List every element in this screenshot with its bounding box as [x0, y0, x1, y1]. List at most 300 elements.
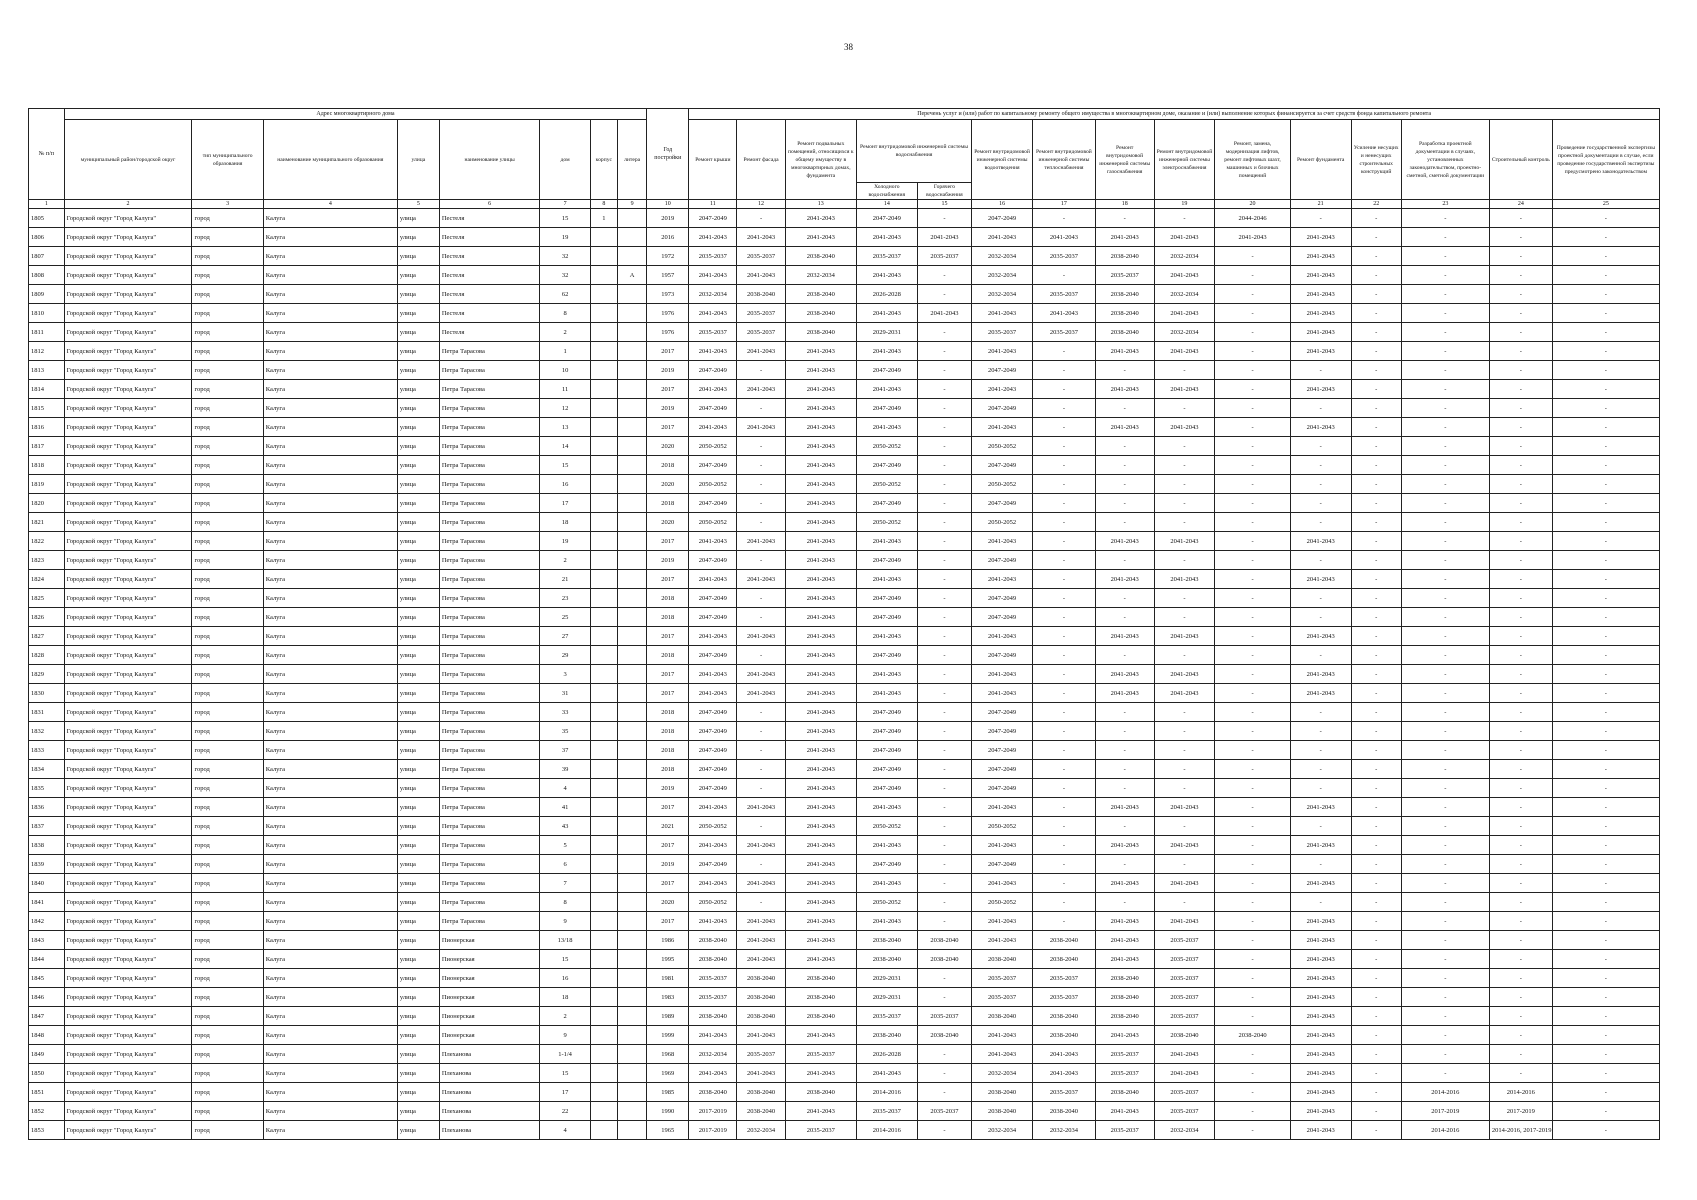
table-cell: 2050-2052	[689, 817, 737, 836]
table-cell: 2	[540, 323, 590, 342]
table-cell: 2041-2043	[737, 665, 785, 684]
table-cell: 2041-2043	[785, 741, 856, 760]
table-cell	[590, 1064, 617, 1083]
table-cell: 2035-2037	[689, 969, 737, 988]
table-cell: 2035-2037	[917, 1007, 971, 1026]
table-cell: 2041-2043	[737, 570, 785, 589]
table-cell: -	[1290, 437, 1351, 456]
table-cell: 2047-2049	[856, 760, 917, 779]
table-cell: 2041-2043	[972, 1026, 1033, 1045]
table-cell: 2035-2037	[689, 323, 737, 342]
table-cell: Калуга	[263, 779, 397, 798]
table-row	[29, 285, 1660, 304]
table-cell: -	[1401, 798, 1489, 817]
table-cell: 2047-2049	[856, 399, 917, 418]
col-mo-name: наименование муниципального образования	[263, 120, 397, 200]
col-hot-water: Горячего водоснабжения	[917, 183, 971, 200]
table-cell: Городской округ "Город Калуга"	[64, 456, 192, 475]
table-cell: -	[1095, 361, 1154, 380]
table-cell: 2041-2043	[1154, 304, 1215, 323]
table-cell: город	[192, 703, 263, 722]
table-cell: 2038-2040	[785, 285, 856, 304]
table-cell: -	[917, 475, 971, 494]
table-cell: Петра Тарасова	[439, 646, 540, 665]
table-cell: 2029-2031	[856, 969, 917, 988]
table-cell: -	[1489, 703, 1552, 722]
table-cell: -	[1032, 798, 1095, 817]
table-cell: -	[1095, 456, 1154, 475]
table-cell: -	[1401, 342, 1489, 361]
table-cell: -	[1489, 1026, 1552, 1045]
table-cell: -	[1095, 703, 1154, 722]
table-cell: 2041-2043	[1290, 247, 1351, 266]
table-cell	[617, 950, 646, 969]
table-cell: улица	[397, 817, 439, 836]
table-cell: 2047-2049	[689, 589, 737, 608]
table-cell: Плеханова	[439, 1102, 540, 1121]
table-cell	[590, 532, 617, 551]
table-cell: 2018	[647, 589, 689, 608]
table-cell: 2018	[647, 608, 689, 627]
table-cell: 2041-2043	[689, 266, 737, 285]
table-cell: 1976	[647, 304, 689, 323]
table-cell	[590, 456, 617, 475]
table-cell: -	[737, 456, 785, 475]
table-cell: -	[1154, 893, 1215, 912]
table-cell: -	[1401, 950, 1489, 969]
table-cell: 2041-2043	[1095, 627, 1154, 646]
table-cell: Калуга	[263, 475, 397, 494]
table-cell: 2041-2043	[785, 836, 856, 855]
table-cell	[617, 418, 646, 437]
table-cell: улица	[397, 912, 439, 931]
table-cell: -	[1215, 798, 1290, 817]
table-cell: 2038-2040	[1154, 1026, 1215, 1045]
table-cell	[590, 665, 617, 684]
table-cell: Городской округ "Город Калуга"	[64, 513, 192, 532]
table-cell: 31	[540, 684, 590, 703]
table-cell: -	[737, 722, 785, 741]
table-cell: -	[1489, 342, 1552, 361]
table-cell: 2019	[647, 779, 689, 798]
table-cell: 2041-2043	[785, 361, 856, 380]
table-cell: -	[1489, 836, 1552, 855]
table-row	[29, 266, 1660, 285]
table-cell: -	[1095, 722, 1154, 741]
table-cell: 2041-2043	[972, 1045, 1033, 1064]
table-cell: 9	[540, 912, 590, 931]
table-row	[29, 817, 1660, 836]
table-cell: 43	[540, 817, 590, 836]
table-cell: улица	[397, 684, 439, 703]
table-cell: -	[1154, 494, 1215, 513]
table-cell: улица	[397, 323, 439, 342]
table-cell: 2032-2034	[972, 266, 1033, 285]
table-cell: -	[1552, 741, 1659, 760]
table-cell: город	[192, 399, 263, 418]
table-cell: -	[1351, 304, 1401, 323]
column-number: 9	[617, 200, 646, 209]
table-row	[29, 342, 1660, 361]
table-cell: Городской округ "Город Калуга"	[64, 893, 192, 912]
table-cell: 15	[540, 950, 590, 969]
table-row	[29, 1045, 1660, 1064]
table-cell	[617, 1045, 646, 1064]
table-cell: 2041-2043	[689, 874, 737, 893]
table-cell: 2041-2043	[1290, 798, 1351, 817]
table-cell: -	[1489, 247, 1552, 266]
table-cell: Калуга	[263, 893, 397, 912]
table-cell: 7	[540, 874, 590, 893]
table-cell: -	[1489, 551, 1552, 570]
table-cell: город	[192, 1121, 263, 1140]
table-cell: 2041-2043	[737, 798, 785, 817]
table-cell: город	[192, 817, 263, 836]
table-cell: город	[192, 1102, 263, 1121]
table-row	[29, 1026, 1660, 1045]
table-cell: -	[1351, 532, 1401, 551]
table-cell: 15	[540, 209, 590, 228]
table-cell: 2017	[647, 874, 689, 893]
column-number: 17	[1032, 200, 1095, 209]
table-cell: 2050-2052	[972, 513, 1033, 532]
table-cell: Городской округ "Город Калуга"	[64, 228, 192, 247]
table-cell: Калуга	[263, 589, 397, 608]
table-cell: -	[1401, 931, 1489, 950]
table-cell: 1831	[29, 703, 65, 722]
table-cell: 2035-2037	[1032, 247, 1095, 266]
table-cell: -	[1489, 304, 1552, 323]
table-cell: 2035-2037	[1154, 950, 1215, 969]
table-cell: Калуга	[263, 912, 397, 931]
table-cell: -	[1154, 513, 1215, 532]
table-cell: -	[1552, 988, 1659, 1007]
table-cell: -	[1095, 779, 1154, 798]
table-cell: Калуга	[263, 836, 397, 855]
table-cell: -	[1489, 361, 1552, 380]
table-cell: 2041-2043	[1154, 1045, 1215, 1064]
table-cell: 2041-2043	[1095, 950, 1154, 969]
table-cell: -	[1552, 760, 1659, 779]
table-cell: -	[1552, 608, 1659, 627]
table-cell: -	[1032, 855, 1095, 874]
table-cell: улица	[397, 551, 439, 570]
table-row	[29, 513, 1660, 532]
table-cell: Калуга	[263, 703, 397, 722]
table-cell: Пионерская	[439, 931, 540, 950]
table-cell	[617, 741, 646, 760]
col-elevator: Ремонт, замена, модернизация лифтов, ремонт лифтовых шахт, машинных и блочных помещений	[1215, 120, 1290, 200]
table-cell: -	[1215, 1102, 1290, 1121]
table-cell: Калуга	[263, 855, 397, 874]
table-row	[29, 665, 1660, 684]
table-row	[29, 836, 1660, 855]
table-cell: 8	[540, 304, 590, 323]
table-cell: Городской округ "Город Калуга"	[64, 589, 192, 608]
table-cell: 2041-2043	[785, 418, 856, 437]
table-cell: 2041-2043	[972, 570, 1033, 589]
table-cell: Городской округ "Город Калуга"	[64, 817, 192, 836]
table-cell: -	[1215, 931, 1290, 950]
table-cell: Петра Тарасова	[439, 874, 540, 893]
table-cell: -	[737, 475, 785, 494]
table-cell: Городской округ "Город Калуга"	[64, 209, 192, 228]
table-cell	[590, 1083, 617, 1102]
table-cell: -	[1351, 1121, 1401, 1140]
table-cell: 2047-2049	[856, 361, 917, 380]
table-cell: Калуга	[263, 418, 397, 437]
table-cell	[617, 285, 646, 304]
table-cell: 1845	[29, 969, 65, 988]
table-cell: 2017	[647, 684, 689, 703]
table-cell: 2041-2043	[1154, 418, 1215, 437]
table-cell	[617, 665, 646, 684]
table-cell: Калуга	[263, 285, 397, 304]
table-cell: -	[1401, 741, 1489, 760]
table-cell: 2041-2043	[1095, 570, 1154, 589]
table-cell: -	[1401, 1026, 1489, 1045]
table-cell: -	[1154, 760, 1215, 779]
table-cell: 2041-2043	[785, 228, 856, 247]
column-number: 20	[1215, 200, 1290, 209]
col-design: Разработка проектной документации в случаях, установленных законодательством, проектно-сметной, сметной документации	[1401, 120, 1489, 200]
table-cell: -	[1032, 456, 1095, 475]
table-cell: 2047-2049	[856, 209, 917, 228]
table-cell	[590, 1121, 617, 1140]
table-cell: Калуга	[263, 988, 397, 1007]
table-cell: Плеханова	[439, 1083, 540, 1102]
table-cell	[617, 1121, 646, 1140]
table-cell: 2041-2043	[737, 342, 785, 361]
table-cell: -	[1351, 323, 1401, 342]
column-number: 4	[263, 200, 397, 209]
table-cell	[617, 456, 646, 475]
table-cell: -	[1351, 988, 1401, 1007]
table-cell: 2041-2043	[785, 513, 856, 532]
table-cell: 2041-2043	[689, 1026, 737, 1045]
table-cell: 1833	[29, 741, 65, 760]
table-cell: 2041-2043	[785, 399, 856, 418]
table-cell: -	[1215, 874, 1290, 893]
table-cell: 2038-2040	[785, 247, 856, 266]
table-cell: Городской округ "Город Калуга"	[64, 798, 192, 817]
table-cell	[617, 646, 646, 665]
table-cell: 2035-2037	[1154, 988, 1215, 1007]
col-expertise: Проведение государственной экспертизы проектной документации в случае, если проведение государственной экспертизы предусмотрено законодательством	[1552, 120, 1659, 200]
col-num: № п/п	[29, 109, 65, 200]
table-cell: -	[1032, 209, 1095, 228]
table-cell: 1832	[29, 722, 65, 741]
table-cell: 2041-2043	[972, 798, 1033, 817]
table-cell: Калуга	[263, 817, 397, 836]
table-cell: Пестеля	[439, 247, 540, 266]
table-cell: 35	[540, 722, 590, 741]
table-cell: 2041-2043	[1154, 627, 1215, 646]
table-cell: 2017	[647, 665, 689, 684]
table-cell: -	[1401, 665, 1489, 684]
table-cell: 2041-2043	[1290, 380, 1351, 399]
table-cell: Калуга	[263, 570, 397, 589]
table-cell: -	[1215, 684, 1290, 703]
table-cell: 2047-2049	[856, 456, 917, 475]
col-street-type: улица	[397, 120, 439, 200]
table-cell: 33	[540, 703, 590, 722]
table-cell: -	[1552, 665, 1659, 684]
table-row	[29, 437, 1660, 456]
table-row	[29, 893, 1660, 912]
table-cell: 1808	[29, 266, 65, 285]
table-row	[29, 1064, 1660, 1083]
table-cell: 2032-2034	[1032, 1121, 1095, 1140]
table-cell: Городской округ "Город Калуга"	[64, 722, 192, 741]
table-cell: Городской округ "Город Калуга"	[64, 1045, 192, 1064]
table-cell: улица	[397, 722, 439, 741]
table-cell: 2041-2043	[856, 912, 917, 931]
table-cell: -	[1489, 437, 1552, 456]
table-cell: 2038-2040	[737, 1083, 785, 1102]
table-cell: 2050-2052	[689, 893, 737, 912]
table-cell: улица	[397, 570, 439, 589]
table-cell: 2041-2043	[785, 380, 856, 399]
table-cell	[590, 836, 617, 855]
table-row	[29, 627, 1660, 646]
table-cell: -	[1351, 912, 1401, 931]
table-cell: -	[1552, 779, 1659, 798]
table-cell: 2041-2043	[1095, 418, 1154, 437]
table-cell: 1976	[647, 323, 689, 342]
table-cell: -	[917, 361, 971, 380]
table-cell: -	[1401, 836, 1489, 855]
table-cell: 1809	[29, 285, 65, 304]
col-foundation: Ремонт фундамента	[1290, 120, 1351, 200]
table-cell: -	[1401, 779, 1489, 798]
table-cell: -	[1351, 798, 1401, 817]
table-cell: Пионерская	[439, 969, 540, 988]
table-row	[29, 969, 1660, 988]
table-cell: 2041-2043	[1290, 969, 1351, 988]
table-cell: город	[192, 836, 263, 855]
table-cell: -	[1489, 912, 1552, 931]
table-row	[29, 741, 1660, 760]
table-cell: -	[1032, 703, 1095, 722]
table-cell: 2035-2037	[1154, 1102, 1215, 1121]
table-cell: -	[1401, 703, 1489, 722]
table-row	[29, 779, 1660, 798]
table-cell: -	[1215, 665, 1290, 684]
table-cell: -	[1095, 855, 1154, 874]
table-cell: 2032-2034	[972, 1064, 1033, 1083]
table-cell: -	[1401, 760, 1489, 779]
table-cell: -	[1552, 912, 1659, 931]
column-number: 19	[1154, 200, 1215, 209]
table-cell: -	[1401, 456, 1489, 475]
col-drain: Ремонт внутридомовой инженерной системы водоотведения	[972, 120, 1033, 200]
table-cell: -	[1401, 380, 1489, 399]
table-cell: -	[1552, 798, 1659, 817]
table-cell: улица	[397, 342, 439, 361]
table-cell: Городской округ "Город Калуга"	[64, 532, 192, 551]
table-cell: -	[1095, 646, 1154, 665]
table-cell: улица	[397, 1007, 439, 1026]
table-cell: -	[737, 646, 785, 665]
table-cell: 2035-2037	[737, 304, 785, 323]
table-cell: город	[192, 684, 263, 703]
table-cell	[617, 893, 646, 912]
table-cell: 2041-2043	[689, 665, 737, 684]
table-cell: 2041-2043	[1154, 1064, 1215, 1083]
table-cell: 16	[540, 475, 590, 494]
table-cell: 1973	[647, 285, 689, 304]
table-cell: -	[917, 741, 971, 760]
table-cell: 1981	[647, 969, 689, 988]
table-cell: город	[192, 247, 263, 266]
table-cell: 1835	[29, 779, 65, 798]
table-cell: Калуга	[263, 532, 397, 551]
table-cell: улица	[397, 798, 439, 817]
table-cell: 2041-2043	[1154, 665, 1215, 684]
table-cell: -	[1401, 418, 1489, 437]
table-cell: 2041-2043	[856, 380, 917, 399]
table-cell: 1842	[29, 912, 65, 931]
table-row	[29, 684, 1660, 703]
table-cell: -	[1401, 722, 1489, 741]
table-cell: город	[192, 893, 263, 912]
table-cell: -	[1215, 285, 1290, 304]
table-cell: 2041-2043	[972, 912, 1033, 931]
table-cell: 1823	[29, 551, 65, 570]
table-cell: -	[1401, 1045, 1489, 1064]
table-cell: 2047-2049	[689, 608, 737, 627]
table-cell	[617, 551, 646, 570]
table-cell: -	[1489, 988, 1552, 1007]
table-cell: 2050-2052	[856, 513, 917, 532]
table-cell: 2041-2043	[1154, 342, 1215, 361]
table-cell: 2038-2040	[785, 304, 856, 323]
table-row	[29, 855, 1660, 874]
table-cell: 1822	[29, 532, 65, 551]
table-cell: 2032-2034	[972, 247, 1033, 266]
table-cell: 1826	[29, 608, 65, 627]
table-cell: -	[1401, 532, 1489, 551]
table-cell: Петра Тарасова	[439, 627, 540, 646]
table-cell: -	[1351, 1102, 1401, 1121]
table-row	[29, 798, 1660, 817]
table-cell: 2032-2034	[785, 266, 856, 285]
table-cell: улица	[397, 893, 439, 912]
table-cell: -	[1351, 1007, 1401, 1026]
table-cell: -	[1489, 323, 1552, 342]
table-cell: 2041-2043	[689, 798, 737, 817]
table-cell: -	[1351, 684, 1401, 703]
table-cell: 2038-2040	[1032, 931, 1095, 950]
table-cell: город	[192, 722, 263, 741]
table-cell: -	[1489, 665, 1552, 684]
table-cell: город	[192, 304, 263, 323]
table-cell	[617, 342, 646, 361]
table-cell: 2035-2037	[1095, 266, 1154, 285]
column-number: 13	[785, 200, 856, 209]
table-cell: Калуга	[263, 228, 397, 247]
table-cell: 2041-2043	[737, 950, 785, 969]
table-cell: -	[1215, 570, 1290, 589]
table-cell: 2041-2043	[785, 608, 856, 627]
table-cell	[590, 361, 617, 380]
table-cell: город	[192, 741, 263, 760]
table-cell	[617, 323, 646, 342]
table-cell: улица	[397, 646, 439, 665]
table-cell: -	[1215, 741, 1290, 760]
table-cell: 2041-2043	[1032, 304, 1095, 323]
